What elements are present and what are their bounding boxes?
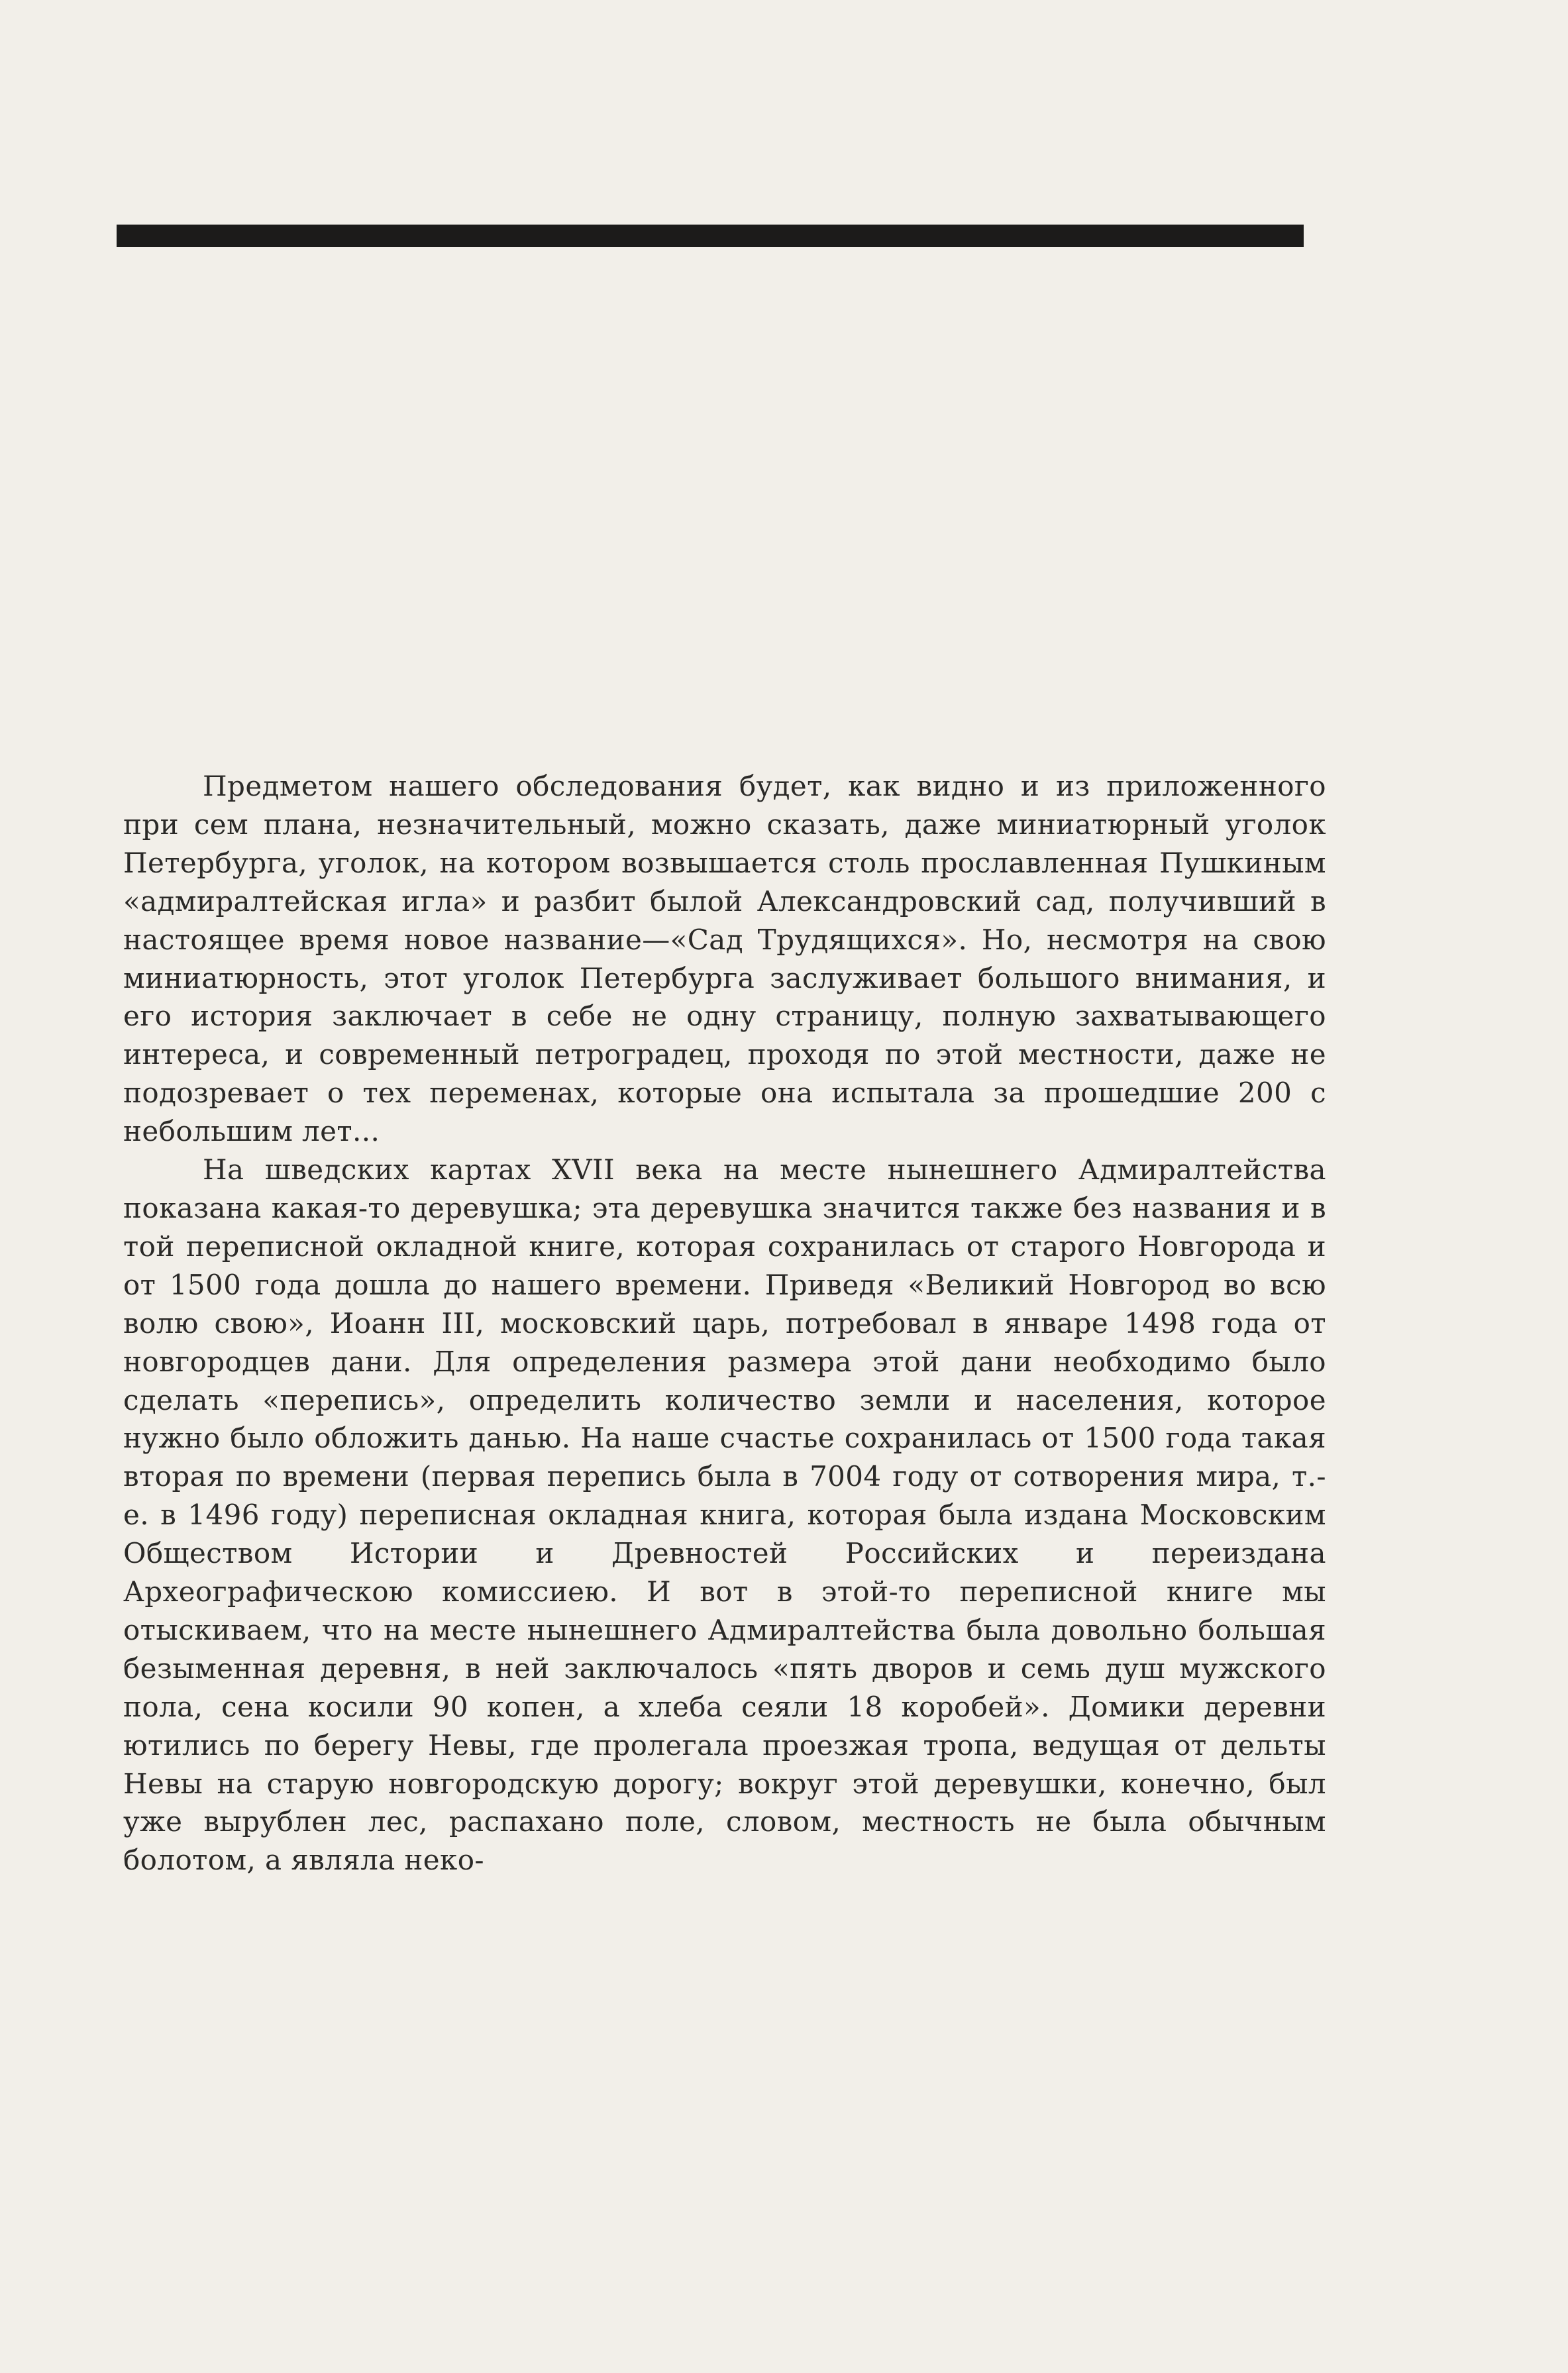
- body-text: [123, 767, 1326, 1879]
- paragraph: На шведских картах XVII века на месте нынешнего Адмиралтейства показана какая-то деревушка; эта деревушка значится также без названия и в той переписной окладной книге, которая сохранилась от старого Новгорода и от 1500 года дошла до нашего времени. Приведя «Великий Новгород во всю волю свою», Иоанн III, московский царь, потребовал в январе 1498 года от новгородцев дани. Для определения размера этой дани необходимо было сделать «перепись», определить количество земли и населения, которое нужно было обложить данью. На наше счастье сохранилась от 1500 года такая вторая по времени (первая перепись была в 7004 году от сотворения мира, т.-е. в 1496 году) переписная окладная книга, которая была издана Московским Обществом Истории и Древностей Российских и переиздана Археографическою комиссиею. И вот в этой-то переписной книге мы отыскиваем, что на месте нынешнего Адмиралтейства была довольно большая безыменная деревня, в ней заключалось «пять дворов и семь душ мужского пола, сена косили 90 копен, а хлеба сеяли 18 коробей». Домики деревни ютились по берегу Невы, где пролегала проезжая тропа, ведущая от дельты Невы на старую новгородскую дорогу; вокруг этой деревушки, конечно, был уже вырублен лес, распахано поле, словом, местность не была обычным болотом, а являла неко-: [123, 1153, 1326, 1877]
- paragraph: Предметом нашего обследования будет, как видно и из приложенного при сем плана, незначительный, можно сказать, даже миниатюрный уголок Петербурга, уголок, на котором возвышается столь прославленная Пушкиным «адмиралтейская игла» и разбит былой Александровский сад, получивший в настоящее время новое название—«Сад Трудящихся». Но, несмотря на свою миниатюрность, этот уголок Петербурга заслуживает большого внимания, и его история заключает в себе не одну страницу, полную захватывающего интереса, и современный петроградец, проходя по этой местности, даже не подозревает о тех переменах, которые она испытала за прошедшие 200 с небольшим лет...: [123, 770, 1326, 1148]
- header-rule: [117, 225, 1304, 247]
